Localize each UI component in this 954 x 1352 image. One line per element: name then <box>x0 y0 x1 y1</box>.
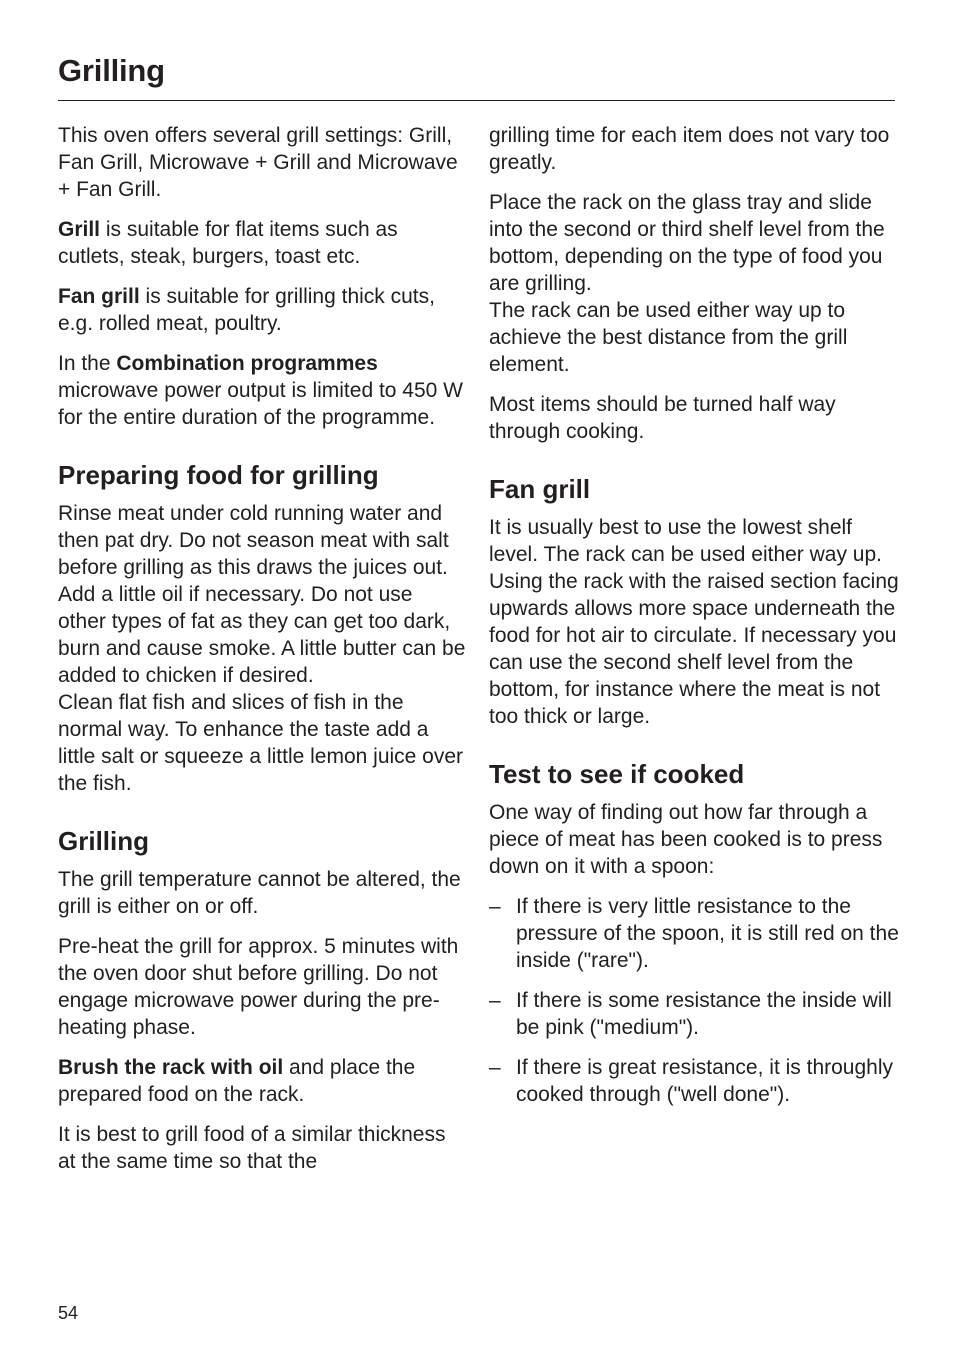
list-item <box>489 893 899 974</box>
page-title: Grilling <box>58 53 165 88</box>
continued-paragraph: grilling time for each item does not vary too greatly. <box>489 124 890 174</box>
combination-term: Combination programmes <box>116 352 378 375</box>
grill-paragraph <box>58 216 466 270</box>
rack-placement-text: Place the rack on the glass tray and slide into the second or third shelf level from the bottom, depending on the type of food you are grilling. <box>489 191 885 295</box>
rack-placement-paragraph <box>489 189 899 378</box>
preparing-meat-text: Rinse meat under cold running water and then pat dry. Do not season meat with salt before grilling as this draws the juices out. Add a little oil if necessary. Do not use other types of fat as they can get too dark, burn and cause smoke. A little butter can be added to chicken if desired. <box>58 502 466 687</box>
bullet-dash: – <box>489 989 501 1012</box>
brush-term: Brush the rack with oil <box>58 1056 284 1079</box>
test-cooked-heading: Test to see if cooked <box>489 759 745 789</box>
list-item-text: If there is some resistance the inside will be pink ("medium"). <box>516 989 892 1039</box>
right-column <box>489 122 899 1121</box>
preparing-fish-text: Clean flat fish and slices of fish in the normal way. To enhance the taste add a little salt or squeeze a little lemon juice over the fish. <box>58 691 464 795</box>
rack-orientation-text: The rack can be used either way up to achieve the best distance from the grill element. <box>489 299 848 376</box>
grill-description: is suitable for flat items such as cutlets, steak, burgers, toast etc. <box>58 218 398 268</box>
turning-paragraph: Most items should be turned half way through cooking. <box>489 393 836 443</box>
grill-term: Grill <box>58 218 101 241</box>
combination-description: microwave power output is limited to 450 W for the entire duration of the programme. <box>58 379 463 429</box>
preparing-heading: Preparing food for grilling <box>58 460 379 490</box>
left-column <box>58 122 466 1188</box>
fan-grill-description: is suitable for grilling thick cuts, e.g. rolled meat, poultry. <box>58 285 435 335</box>
similar-thickness-paragraph: It is best to grill food of a similar thickness at the same time so that the <box>58 1123 446 1173</box>
bullet-dash: – <box>489 895 501 918</box>
page-number: 54 <box>58 1303 79 1323</box>
list-item-text: If there is very little resistance to the pressure of the spoon, it is still red on the inside ("rare"). <box>516 895 899 972</box>
list-item <box>489 987 899 1041</box>
intro-paragraph: This oven offers several grill settings: Grill, Fan Grill, Microwave + Grill and Microwave + Fan Grill. <box>58 124 458 201</box>
fan-grill-term: Fan grill <box>58 285 140 308</box>
brush-paragraph <box>58 1054 466 1108</box>
doneness-list <box>489 893 899 1108</box>
fan-grill-instructions: It is usually best to use the lowest shelf level. The rack can be used either way up. Using the rack with the raised section facing upwards allows more space underneath the food for hot air to circulate. If necessary you can use the second shelf level from the bottom, for instance where the meat is not too thick or large. <box>489 516 899 728</box>
combination-prefix: In the <box>58 352 117 375</box>
grilling-heading: Grilling <box>58 826 149 856</box>
list-item-text: If there is great resistance, it is throughly cooked through ("well done"). <box>516 1056 894 1106</box>
title-divider <box>58 100 895 101</box>
grill-temperature-paragraph: The grill temperature cannot be altered, the grill is either on or off. <box>58 868 461 918</box>
list-item <box>489 1054 899 1108</box>
preheat-paragraph: Pre-heat the grill for approx. 5 minutes with the oven door shut before grilling. Do not engage microwave power during the pre-heating phase. <box>58 935 459 1039</box>
brush-description: and place the prepared food on the rack. <box>58 1056 416 1106</box>
combination-paragraph <box>58 350 466 431</box>
preparing-paragraph <box>58 500 466 797</box>
test-cooked-intro: One way of finding out how far through a piece of meat has been cooked is to press down on it with a spoon: <box>489 801 883 878</box>
fan-grill-heading: Fan grill <box>489 474 591 504</box>
bullet-dash: – <box>489 1056 501 1079</box>
fan-grill-paragraph <box>58 283 466 337</box>
